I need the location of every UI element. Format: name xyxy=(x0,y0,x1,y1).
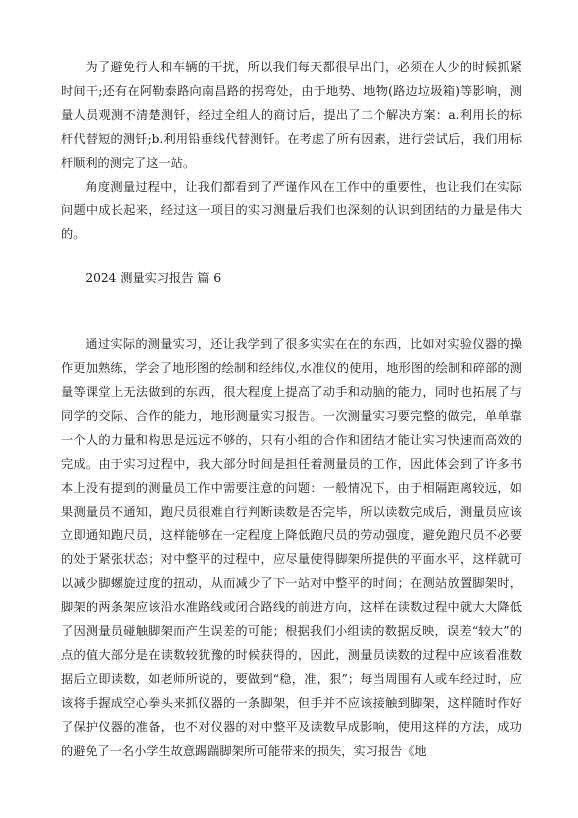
section-heading: 2024 测量实习报告 篇 6 xyxy=(85,271,222,286)
body-paragraph-3: 通过实际的测量实习，还让我学到了很多实实在在的东西，比如对实验仪器的操作更加熟练，学会了地形图的绘制和经纬仪,水准仪的使用，地形图的绘制和碎部的测量等课堂上无法做到的东西，很大程度上提高了动手和动脑的能力，同时也拓展了与同学的交际、合作的能力，地形测量实习报告。一次测量实习要完整的做完，单单靠一个人的力量和构思是远远不够的，只有小组的合作和团结才能让实习快速而高效的完成。由于实习过程中，我大部分时间是担任着测量员的工作，因此体会到了许多书本上没有提到的测量员工作中需要注意的问题：一般情况下，由于相隔距离较远，如果测量员不通知，跑尺员很难自行判断读数是否完毕，所以读数完成后，测量员应该立即通知跑尺员，这样能够在一定程度上降低跑尺员的劳动强度，避免跑尺员不必要的处于紧张状态；对中整平的过程中，应尽量使得脚架所提供的平面水平，这样就可以减少脚螺旋过度的扭动，从而减少了下一站对中整平的时间；在测站放置脚架时，脚架的两条架应该沿水准路线或闭合路线的前进方向，这样在读数过程中就大大降低了因测量员碰触脚架而产生误差的可能；根据我们小组读的数据反映，误差“较大”的点的值大部分是在读数较犹豫的时候获得的，因此，测量员读数的过程中应该看准数据后立即读数，如老师所说的，要做到“稳，准，狠”；每当周围有人或车经过时，应该将手握成空心拳头来抓仪器的一条脚架，但手并不应该接触到脚架，这样随时作好了保护仪器的准备，也不对仪器的对中整平及读数早成影响，使用这样的方法，成功的避免了一名小学生故意踢踹脚架所可能带来的损失，实习报告《地 xyxy=(61,337,522,758)
spacer xyxy=(61,247,522,267)
spacer xyxy=(61,291,522,333)
body-paragraph-2: 角度测量过程中，让我们都看到了严谨作风在工作中的重要性，也让我们在实际问题中成长起来，经过这一项目的实习测量后我们也深刻的认识到团结的力量是伟大的。 xyxy=(61,179,522,242)
body-paragraph-1: 为了避免行人和车辆的干扰，所以我们每天都很早出门，必须在人少的时候抓紧时间干;还有在阿勒泰路向南昌路的拐弯处，由于地势、地物(路边垃圾箱)等影响，测量人员观测不清楚测钎，经过全组人的商讨后，提出了二个解决方案：a.利用长的标杆代替短的测钎;b.利用铅垂线代替测钎。在考虑了所有因素，进行尝试后，我们用标杆顺利的测完了这一站。 xyxy=(61,60,522,170)
